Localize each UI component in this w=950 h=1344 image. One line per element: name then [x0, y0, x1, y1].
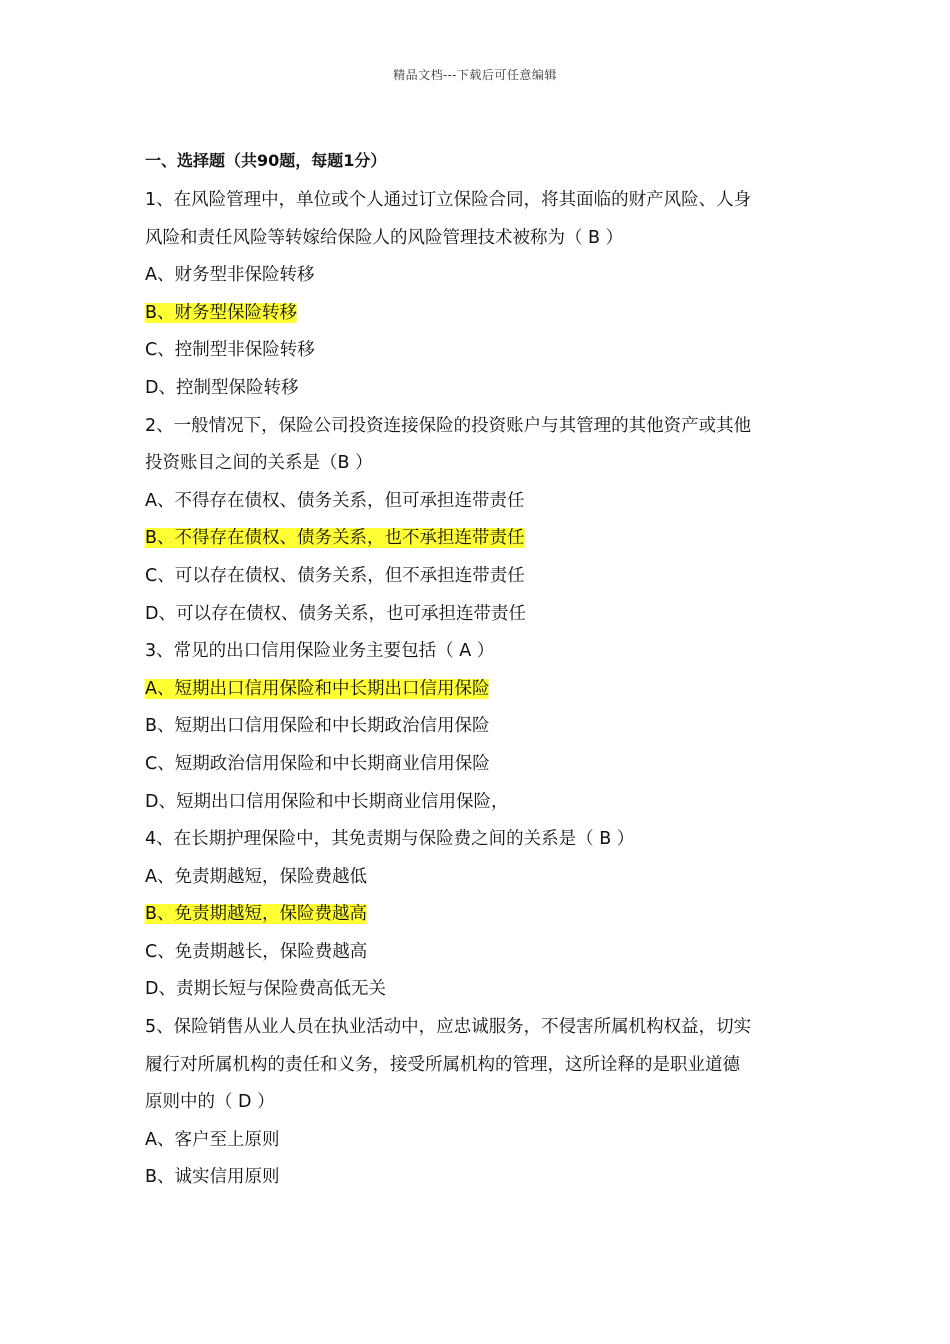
question-2-text-line-2: 投资账目之间的关系是（B ）: [145, 453, 373, 474]
option-text: D、控制型保险转移: [145, 377, 299, 398]
question-5: [145, 1009, 815, 1197]
highlighted-answer: A、短期出口信用保险和中长期出口信用保险: [145, 678, 490, 699]
question-4-option-d: [145, 971, 815, 1009]
question-1: [145, 182, 815, 408]
option-text: A、免责期越短，保险费越低: [145, 866, 367, 887]
question-2-option-c: [145, 558, 815, 596]
option-text: A、客户至上原则: [145, 1129, 280, 1150]
option-text: A、不得存在债权、债务关系，但可承担连带责任: [145, 490, 525, 511]
question-3-option-c: [145, 746, 815, 784]
highlighted-answer: B、财务型保险转移: [145, 302, 298, 323]
question-4-option-b-answer: [145, 896, 815, 934]
question-2-text-line-1: 2、一般情况下，保险公司投资连接保险的投资账户与其管理的其他资产或其他: [145, 415, 752, 436]
document-body: [145, 148, 815, 1197]
option-text: D、短期出口信用保险和中长期商业信用保险，: [145, 791, 509, 812]
question-2-option-b-answer: [145, 520, 815, 558]
question-4-option-c: [145, 934, 815, 972]
question-1-option-c: [145, 332, 815, 370]
question-3: [145, 633, 815, 821]
question-1-option-a: [145, 257, 815, 295]
question-1-option-d: [145, 370, 815, 408]
question-5-text-line-3: 原则中的（ D ）: [145, 1092, 275, 1113]
question-4-text-line-1: 4、在长期护理保险中，其免责期与保险费之间的关系是（ B ）: [145, 829, 635, 850]
question-4-option-a: [145, 859, 815, 897]
question-4: [145, 821, 815, 1009]
option-text: D、可以存在债权、债务关系，也可承担连带责任: [145, 603, 526, 624]
option-text: D、责期长短与保险费高低无关: [145, 979, 386, 1000]
question-2: [145, 408, 815, 634]
highlighted-answer: B、免责期越短，保险费越高: [145, 904, 368, 925]
question-2-option-a: [145, 483, 815, 521]
highlighted-answer: B、不得存在债权、债务关系，也不承担连带责任: [145, 528, 525, 549]
option-text: B、短期出口信用保险和中长期政治信用保险: [145, 716, 490, 737]
question-1-text-line-1: 1、在风险管理中，单位或个人通过订立保险合同，将其面临的财产风险、人身: [145, 190, 752, 210]
question-1-option-b-answer: [145, 295, 815, 333]
option-text: C、控制型非保险转移: [145, 340, 315, 361]
question-3-option-d: [145, 784, 815, 822]
option-text: C、免责期越长，保险费越高: [145, 941, 368, 962]
option-text: A、财务型非保险转移: [145, 265, 315, 286]
section-title: 一、选择题（共90题，每题1分）: [145, 151, 387, 170]
question-3-option-b: [145, 708, 815, 746]
option-text: C、短期政治信用保险和中长期商业信用保险: [145, 753, 490, 774]
question-3-text-line-1: 3、常见的出口信用保险业务主要包括（ A ）: [145, 641, 495, 662]
question-5-text-line-1: 5、保险销售从业人员在执业活动中，应忠诚服务，不侵害所属机构权益，切实: [145, 1017, 752, 1038]
option-text: B、诚实信用原则: [145, 1167, 280, 1188]
question-2-option-d: [145, 596, 815, 634]
option-text: C、可以存在债权、债务关系，但不承担连带责任: [145, 565, 525, 586]
question-5-text-line-2: 履行对所属机构的责任和义务，接受所属机构的管理，这所诠释的是职业道德: [145, 1054, 740, 1075]
question-5-option-b: [145, 1159, 815, 1197]
question-5-option-a: [145, 1122, 815, 1160]
question-3-option-a-answer: [145, 671, 815, 709]
page-header: 精品文档---下载后可任意编辑: [393, 68, 557, 82]
question-1-text-line-2: 风险和责任风险等转嫁给保险人的风险管理技术被称为（ B ）: [145, 227, 624, 248]
